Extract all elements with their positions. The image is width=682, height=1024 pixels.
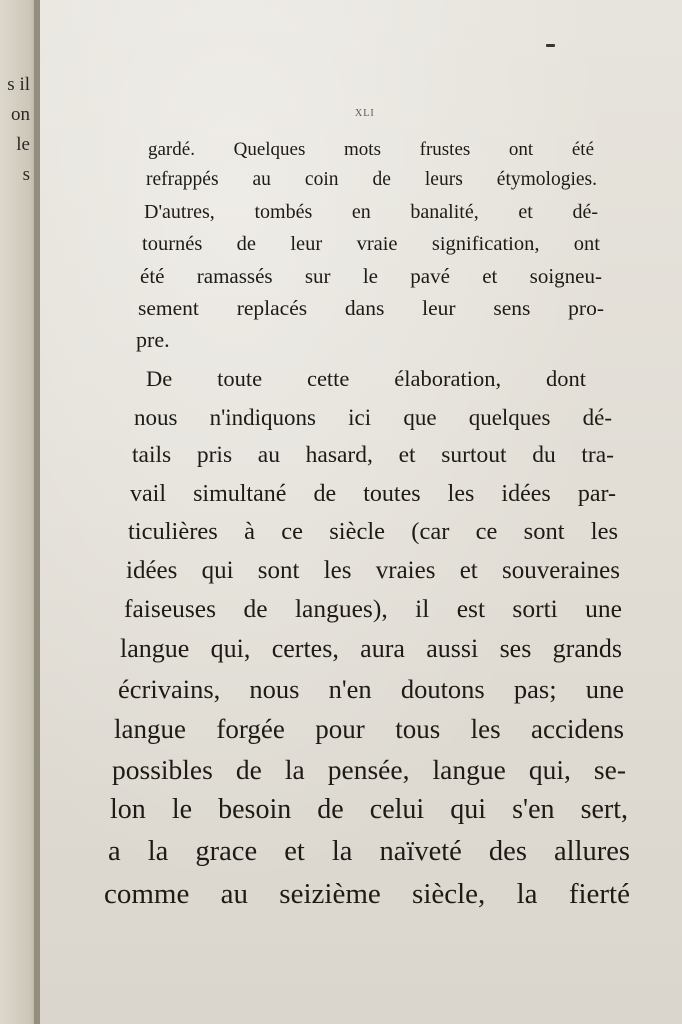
text-line: D'autres, tombés en banalité, et dé-: [144, 201, 598, 223]
left-page-fragments: [0, 70, 30, 190]
left-fragment: on: [11, 104, 30, 125]
text-line: possibles de la pensée, langue qui, se-: [112, 754, 626, 785]
text-line: vail simultané de toutes les idées par-: [130, 481, 616, 507]
left-fragment: s: [22, 164, 30, 185]
text-line: a la grace et la naïveté des allures: [108, 836, 630, 867]
text-line: lon le besoin de celui qui s'en sert,: [110, 794, 628, 825]
text-line: comme au seizième siècle, la fierté: [104, 878, 630, 910]
right-page: [40, 0, 682, 1024]
ink-mark: [546, 44, 555, 47]
page-number: XLI: [355, 108, 375, 119]
text-line: nous n'indiquons ici que quelques dé-: [134, 405, 612, 430]
text-line: tournés de leur vraie signification, ont: [142, 233, 600, 255]
left-fragment: s il: [7, 74, 30, 95]
text-line: été ramassés sur le pavé et soigneu-: [140, 264, 602, 288]
text-line: écrivains, nous n'en doutons pas; une: [118, 674, 624, 704]
text-line: sement replacés dans leur sens pro-: [138, 296, 604, 320]
text-line: langue qui, certes, aura aussi ses grands: [120, 634, 622, 663]
text-line: ticulières à ce siècle (car ce sont les: [128, 518, 618, 545]
left-fragment: le: [16, 134, 30, 155]
text-line: pre.: [136, 327, 170, 352]
text-line: idées qui sont les vraies et souveraines: [126, 557, 620, 584]
text-line: refrappés au coin de leurs étymologies.: [146, 169, 597, 190]
text-line: faiseuses de langues), il est sorti une: [124, 594, 622, 623]
text-line: tails pris au hasard, et surtout du tra-: [132, 442, 614, 468]
text-line: De toute cette élaboration, dont: [146, 366, 586, 391]
text-line: langue forgée pour tous les accidens: [114, 714, 624, 744]
text-line: gardé. Quelques mots frustes ont été: [148, 139, 594, 160]
